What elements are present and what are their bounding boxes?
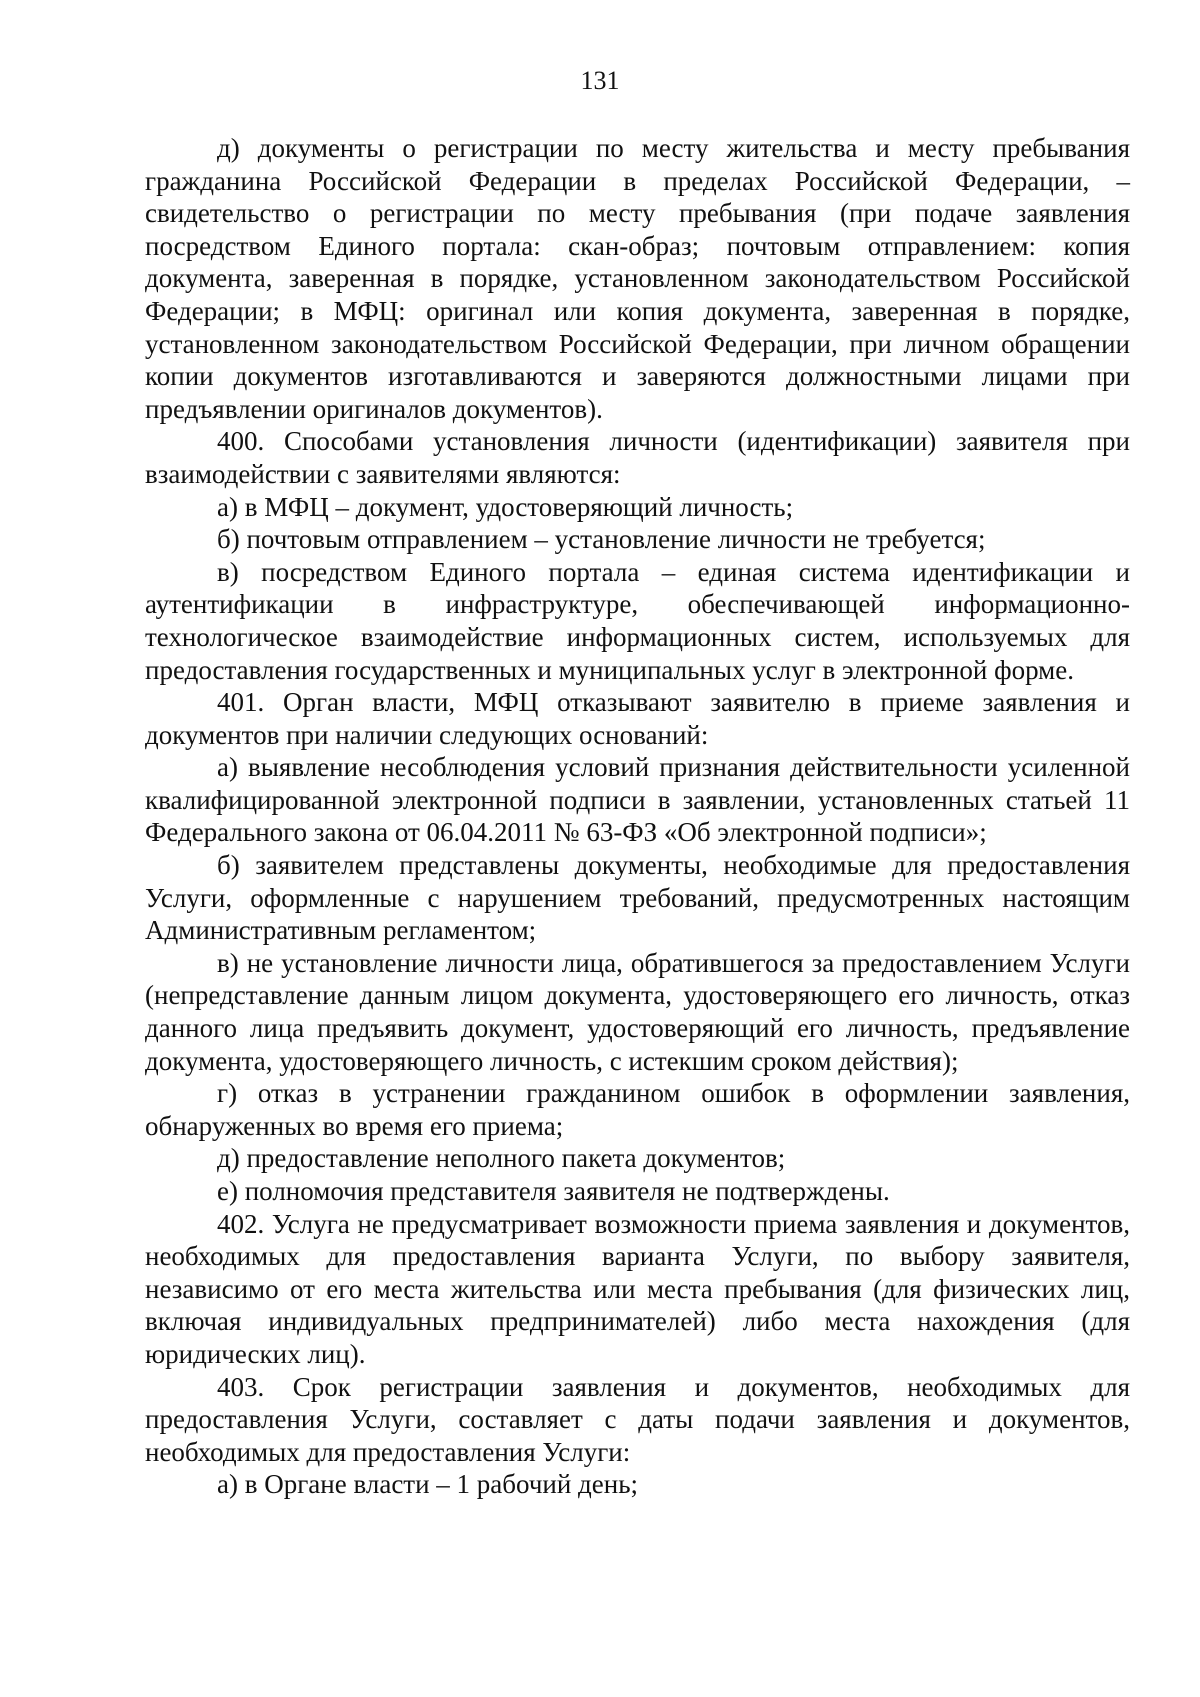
paragraph-401-v: в) не установление личности лица, обратившегося за предоставлением Услуги (непредставление данным лицом документа, удостоверяющего его личность, отказ данного лица предъявить документ, удостоверяющий его личность, предъявление документа, удостоверяющего личность, с истекшим сроком действия); xyxy=(145,947,1130,1076)
paragraph-401-g: г) отказ в устранении гражданином ошибок в оформлении заявления, обнаруженных во время его приема; xyxy=(145,1078,1130,1141)
paragraph-401-d: д) предоставление неполного пакета документов; xyxy=(217,1143,786,1174)
document-body xyxy=(145,132,1130,1501)
paragraph-401-a: а) выявление несоблюдения условий признания действительности усиленной квалифицированной электронной подписи в заявлении, установленных статьей 11 Федерального закона от 06.04.2011 № 63-ФЗ «Об электронной подписи»; xyxy=(145,752,1130,848)
paragraph-400-v: в) посредством Единого портала – единая система идентификации и аутентификации в инфраструктуре, обеспечивающей информационно-технологическое взаимодействие информационных систем, используемых для предоставления государственных и муниципальных услуг в электронной форме. xyxy=(145,556,1130,685)
paragraph-402: 402. Услуга не предусматривает возможности приема заявления и документов, необходимых для предоставления варианта Услуги, по выбору заявителя, независимо от его места жительства или места пребывания (для физических лиц, включая индивидуальных предпринимателей) либо места нахождения (для юридических лиц). xyxy=(145,1208,1130,1369)
paragraph-401-b: б) заявителем представлены документы, необходимые для предоставления Услуги, оформленные с нарушением требований, предусмотренных настоящим Административным регламентом; xyxy=(145,850,1130,946)
paragraph-403-a: а) в Органе власти – 1 рабочий день; xyxy=(217,1469,639,1500)
page-number: 131 xyxy=(580,66,620,95)
paragraph-401-e: е) полномочия представителя заявителя не подтверждены. xyxy=(217,1176,890,1206)
paragraph-400-b: б) почтовым отправлением – установление личности не требуется; xyxy=(217,524,986,555)
paragraph-401: 401. Орган власти, МФЦ отказывают заявителю в приеме заявления и документов при наличии следующих оснований: xyxy=(145,687,1130,750)
paragraph-400: 400. Способами установления личности (идентификации) заявителя при взаимодействии с заявителями являются: xyxy=(145,426,1130,489)
paragraph-403: 403. Срок регистрации заявления и документов, необходимых для предоставления Услуги, составляет с даты подачи заявления и документов, необходимых для предоставления Услуги: xyxy=(145,1371,1130,1467)
paragraph-d-registration-documents: д) документы о регистрации по месту жительства и месту пребывания гражданина Российской Федерации в пределах Российской Федерации, – свидетельство о регистрации по месту пребывания (при подаче заявления посредством Единого портала: скан-образ; почтовым отправлением: копия документа, заверенная в порядке, установленном законодательством Российской Федерации; в МФЦ: оригинал или копия документа, заверенная в порядке, установленном законодательством Российской Федерации, при личном обращении копии документов изготавливаются и заверяются должностными лицами при предъявлении оригиналов документов). xyxy=(145,133,1130,424)
paragraph-400-a: а) в МФЦ – документ, удостоверяющий личность; xyxy=(217,491,794,522)
